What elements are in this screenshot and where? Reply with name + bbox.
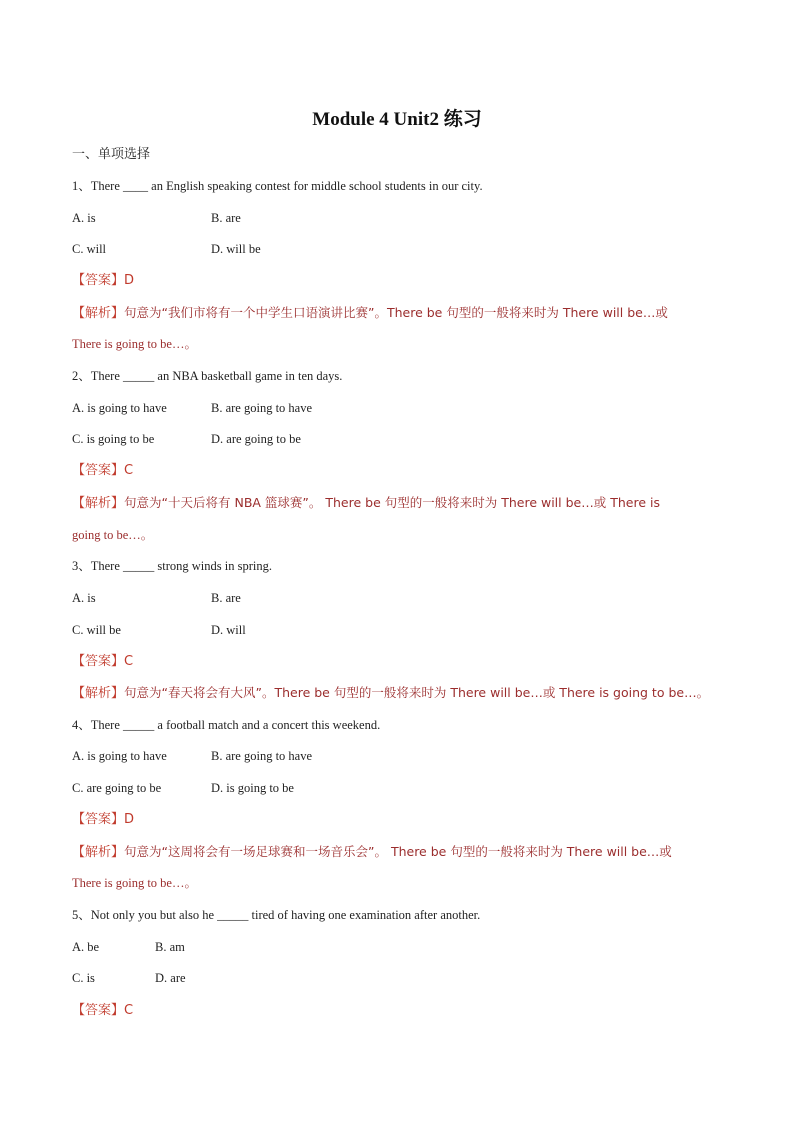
question-1-answer: [72, 271, 134, 290]
question-4-option-c: C. are going to be: [72, 781, 162, 795]
question-3-option-a: A. is: [72, 591, 96, 605]
answer-value: C: [124, 1003, 134, 1018]
answer-value: D: [124, 273, 135, 288]
question-1-option-d: D. will be: [211, 242, 261, 256]
question-5-option-a: A. be: [72, 940, 100, 954]
question-1-option-c: C. will: [72, 242, 107, 256]
answer-tag: 【答案】: [72, 463, 125, 478]
question-2-stem: 2、There _____ an NBA basketball game in ten days.: [72, 369, 343, 383]
question-4-option-b: B. are going to have: [211, 749, 313, 763]
answer-tag: 【答案】: [72, 273, 125, 288]
question-2-explanation-line-2: going to be…。: [72, 528, 154, 542]
explanation-tag: 【解析】: [72, 306, 125, 321]
question-1-explanation-line-2: There is going to be…。: [72, 337, 197, 351]
answer-tag: 【答案】: [72, 1003, 125, 1018]
page-title: Module 4 Unit2 练习: [312, 109, 482, 130]
section-heading: 一、单项选择: [72, 147, 151, 162]
question-4-explanation-line-1: [72, 843, 672, 862]
explanation-text: 句意为“十天后将有 NBA 篮球赛”。 There be 句型的一般将来时为 There will be…或 There is: [124, 495, 660, 510]
question-4-stem: 4、There _____ a football match and a concert this weekend.: [72, 718, 381, 732]
question-5-option-c: C. is: [72, 971, 95, 985]
question-3-stem: 3、There _____ strong winds in spring.: [72, 559, 272, 573]
question-2-option-c: C. is going to be: [72, 432, 155, 446]
question-3-explanation-line-1: [72, 684, 709, 703]
question-1-explanation-line-1: [72, 304, 668, 323]
answer-value: C: [124, 654, 134, 669]
answer-tag: 【答案】: [72, 654, 125, 669]
question-3-option-c: C. will be: [72, 623, 121, 637]
question-1-stem: 1、There ____ an English speaking contest for middle school students in our city.: [72, 179, 483, 193]
answer-tag: 【答案】: [72, 812, 125, 827]
question-2-answer: [72, 461, 133, 480]
question-5-stem: 5、Not only you but also he _____ tired of having one examination after another.: [72, 908, 481, 922]
explanation-text: 句意为“春天将会有大风”。There be 句型的一般将来时为 There will be…或 There is going to be…。: [124, 685, 710, 700]
answer-value: D: [124, 812, 135, 827]
question-3-option-b: B. are: [211, 591, 241, 605]
question-5-answer: [72, 1001, 133, 1020]
question-3-option-d: D. will: [211, 623, 246, 637]
question-4-answer: [72, 810, 134, 829]
explanation-tag: 【解析】: [72, 686, 125, 701]
explanation-tag: 【解析】: [72, 496, 125, 511]
question-1-option-a: A. is: [72, 211, 96, 225]
explanation-text: 句意为“我们市将有一个中学生口语演讲比赛”。There be 句型的一般将来时为 There will be…或: [124, 305, 668, 320]
question-2-explanation-line-1: [72, 494, 660, 513]
answer-value: C: [124, 463, 134, 478]
question-4-option-d: D. is going to be: [211, 781, 294, 795]
question-2-option-d: D. are going to be: [211, 432, 301, 446]
question-4-explanation-line-2: There is going to be…。: [72, 876, 197, 890]
explanation-text: 句意为“这周将会有一场足球赛和一场音乐会”。 There be 句型的一般将来时为 There will be…或: [124, 844, 672, 859]
explanation-tag: 【解析】: [72, 845, 125, 860]
question-4-option-a: A. is going to have: [72, 749, 167, 763]
question-5-option-d: D. are: [155, 971, 186, 985]
question-2-option-a: A. is going to have: [72, 401, 167, 415]
question-5-option-b: B. am: [155, 940, 185, 954]
question-2-option-b: B. are going to have: [211, 401, 313, 415]
question-1-option-b: B. are: [211, 211, 241, 225]
question-3-answer: [72, 652, 133, 671]
